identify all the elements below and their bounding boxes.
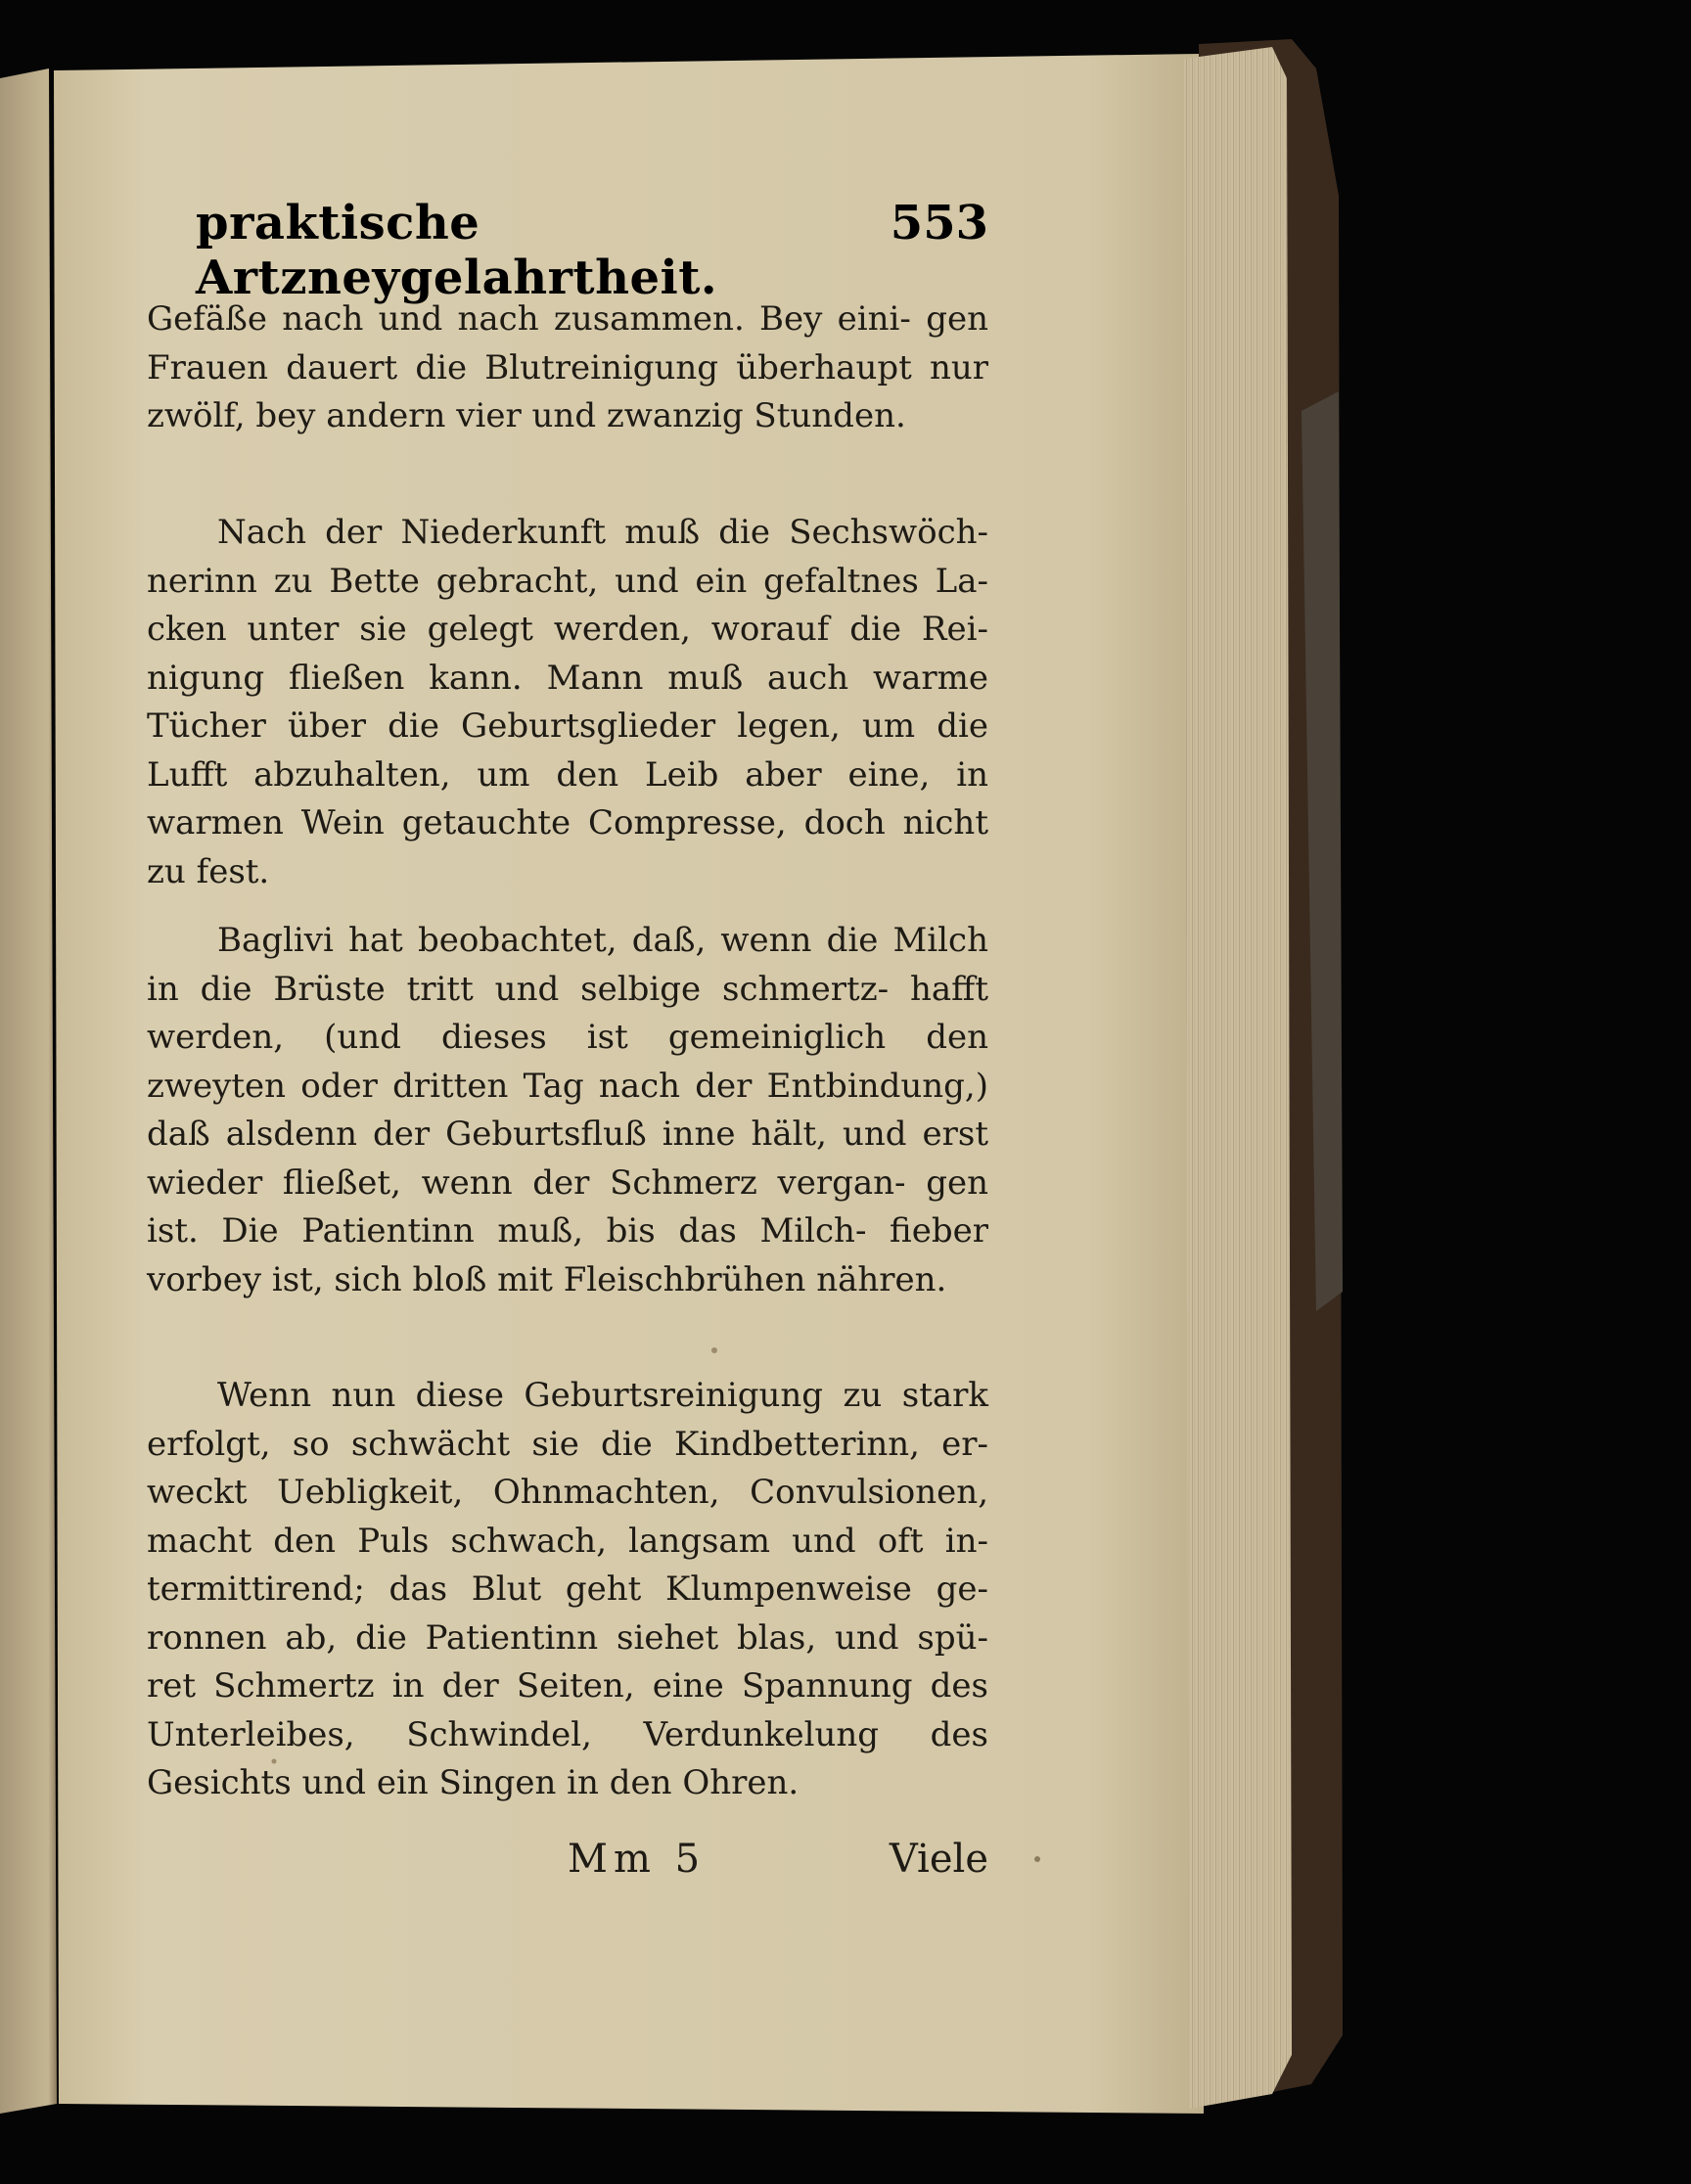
- page-edges: [1184, 47, 1292, 2109]
- signature-mark: Mm 5: [568, 1837, 707, 1882]
- paragraph: Baglivi hat beobachtet, daß, wenn die Milch in die Brüste tritt und selbige schmertz- hafft werden, (und dieses ist gemeiniglich den zweyten oder dritten Tag nach der Entbindung,) daß alsdenn der Geburtsfluß inne hält, und erst wieder fließet, wenn der Schmerz vergan- gen ist. Die Patientinn muß, bis das Milch- fieber vorbey ist, sich bloß mit Fleischbrühen nähren.: [147, 921, 988, 1299]
- catchword: Viele: [889, 1837, 988, 1882]
- page-footer: [147, 1837, 988, 1895]
- running-title: praktische Artzneygelahrtheit.: [196, 196, 718, 305]
- page-header: [147, 196, 988, 305]
- paragraph: Gefäße nach und nach zusammen. Bey eini- gen Frauen dauert die Blutreinigung überhaupt nur zwölf, bey andern vier und zwanzig Stunden.: [147, 299, 988, 435]
- page-number: 553: [890, 196, 988, 250]
- left-page: [0, 68, 57, 2114]
- paragraph: Nach der Niederkunft muß die Sechswöch- nerinn zu Bette gebracht, und ein gefaltnes La- cken unter sie gelegt werden, worauf die Rei- nigung fließen kann. Mann muß auch warme Tücher über die Geburtsglieder legen, um die Lufft abzuhalten, um den Leib aber eine, in warmen Wein getauchte Compresse, doch nicht zu fest.: [147, 513, 988, 891]
- paragraph: Wenn nun diese Geburtsreinigung zu stark erfolgt, so schwächt sie die Kindbetterinn, er- weckt Uebligkeit, Ohnmachten, Convulsionen, macht den Puls schwach, langsam und oft in- termittirend; das Blut geht Klumpenweise ge- ronnen ab, die Patientinn siehet blas, und spü- ret Schmertz in der Seiten, eine Spannung des Unterleibes, Schwindel, Verdunkelung des Gesichts und ein Singen in den Ohren.: [147, 1376, 988, 1802]
